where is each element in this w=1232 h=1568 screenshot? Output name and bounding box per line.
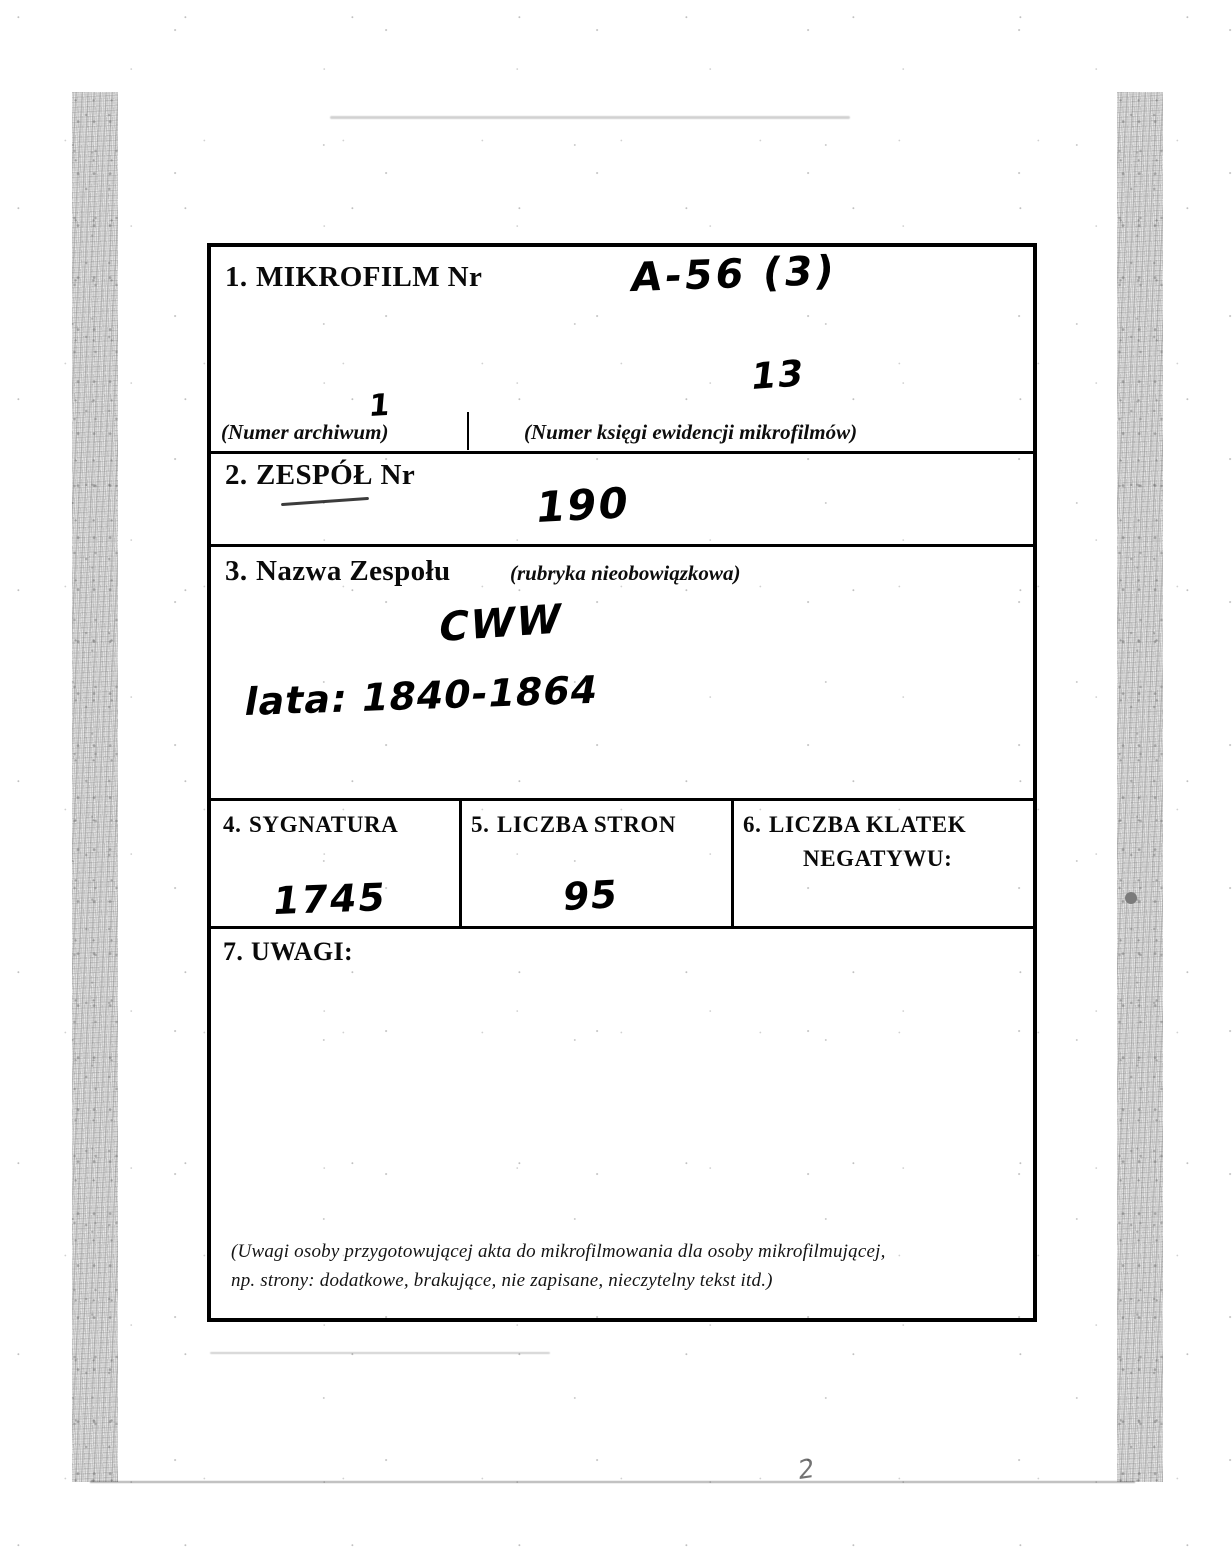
- field-4-label: SYGNATURA: [249, 812, 399, 837]
- row-divider-4: [211, 926, 1033, 929]
- field-3-handwritten-dates: lata: 1840-1864: [241, 667, 602, 725]
- field-1-caption-1-label: (Numer archiwum): [221, 420, 389, 444]
- field-5-label: LICZBA STRON: [497, 812, 677, 837]
- form-table-frame: [207, 243, 1037, 1322]
- field-7-footnote: [231, 1237, 1031, 1296]
- field-1-caption-2-label: (Numer księgi ewidencji mikrofilmów): [524, 420, 858, 444]
- scan-smudge-top: [330, 116, 850, 119]
- field-6-label-line1: LICZBA KLATEK: [769, 812, 967, 837]
- field-2-number: 2.: [225, 459, 248, 491]
- field-5-number: 5.: [471, 812, 490, 837]
- field-3-handwritten-value: CWW: [434, 596, 567, 652]
- field-3-number: 3.: [225, 555, 248, 587]
- field-7-label: UWAGI:: [251, 937, 354, 966]
- field-1-caption-2-handwritten-value: 13: [748, 352, 808, 399]
- field-4-number: 4.: [223, 812, 242, 837]
- field-3-note: (rubryka nieobowiązkowa): [510, 561, 741, 585]
- scan-smudge-lower: [210, 1352, 550, 1354]
- field-1-caption-1-handwritten-value: 1: [367, 387, 392, 425]
- field-7-footnote-line-1: (Uwagi osoby przygotowującej akta do mikrofilmowania dla osoby mikrofilmującej,: [231, 1241, 886, 1262]
- field-2-label: ZESPÓŁ Nr: [256, 459, 416, 491]
- field-7-number: 7.: [223, 937, 244, 966]
- field-6-number: 6.: [743, 812, 762, 837]
- scan-edge-noise-left: [72, 92, 118, 1482]
- field-3-label: Nazwa Zespołu: [256, 555, 451, 587]
- scan-edge-noise-right: [1117, 92, 1163, 1482]
- column-divider-4-5: [459, 798, 462, 926]
- ink-blot: [1125, 892, 1137, 904]
- field-7-footnote-line-2: np. strony: dodatkowe, brakujące, nie zapisane, nieczytelny tekst itd.): [231, 1270, 773, 1292]
- row-divider-3: [211, 798, 1033, 801]
- field-1-label: MIKROFILM Nr: [256, 261, 483, 293]
- scan-bottom-edge-line: [90, 1481, 1135, 1483]
- column-divider-5-6: [731, 798, 734, 926]
- field-2-handwritten-value: 190: [532, 477, 633, 533]
- handwritten-bottom-mark: 2: [797, 1453, 815, 1487]
- field-4-handwritten-value: 1745: [269, 874, 390, 924]
- field-6-label-line2: NEGATYWU:: [803, 846, 953, 871]
- row-divider-1: [211, 451, 1033, 454]
- field-1-handwritten-value: A-56 (3): [628, 247, 840, 302]
- row-divider-2: [211, 544, 1033, 547]
- caption-divider: [467, 412, 469, 450]
- field-5-handwritten-value: 95: [560, 871, 621, 920]
- field-1-number: 1.: [225, 261, 248, 293]
- handwritten-strikethrough-mark: [281, 497, 369, 506]
